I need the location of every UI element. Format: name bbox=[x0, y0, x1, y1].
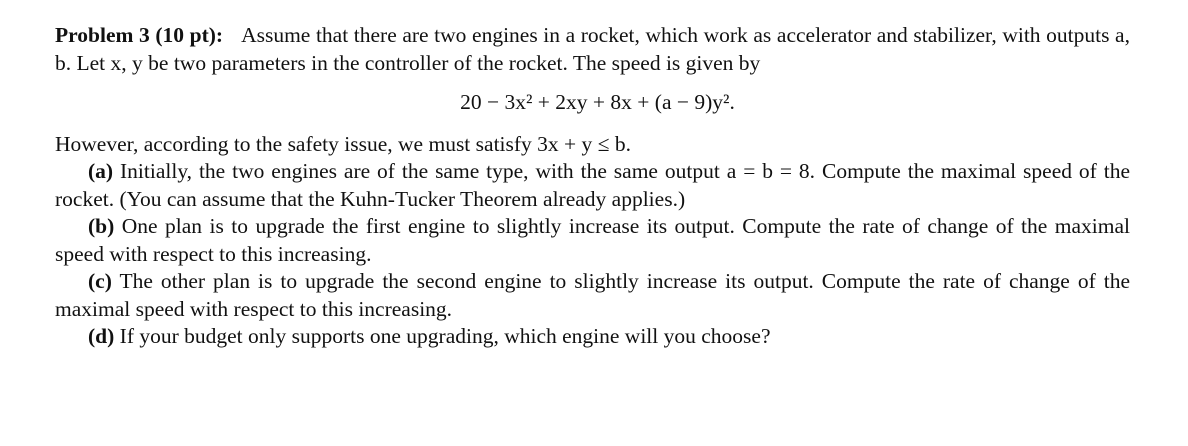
speed-formula: 20 − 3x² + 2xy + 8x + (a − 9)y². bbox=[460, 90, 735, 114]
part-c-label: (c) bbox=[88, 269, 112, 293]
constraint-line: However, according to the safety issue, we must satisfy 3x + y ≤ b. bbox=[55, 131, 631, 156]
part-b bbox=[55, 213, 1130, 268]
part-b-label: (b) bbox=[88, 214, 115, 238]
part-d bbox=[55, 323, 1130, 351]
part-a bbox=[55, 158, 1130, 213]
part-a-label: (a) bbox=[88, 159, 114, 183]
part-c bbox=[55, 268, 1130, 323]
part-d-label: (d) bbox=[88, 324, 115, 348]
problem-heading: Problem 3 (10 pt): bbox=[55, 23, 224, 47]
problem-document bbox=[55, 22, 1130, 351]
part-b-text: One plan is to upgrade the first engine to slightly increase its output. Compute the rate of change of the maximal speed with respect to this increasing. bbox=[55, 214, 1131, 266]
problem-intro-text: Assume that there are two engines in a rocket, which work as accelerator and stabilizer, with outputs a, b. Let x, y be two parameters in the controller of the rocket. The speed is given by bbox=[55, 23, 1130, 75]
part-a-text: Initially, the two engines are of the same type, with the same output a = b = 8. Compute the maximal speed of the rocket. (You can assume that the Kuhn-Tucker Theorem already applies.) bbox=[55, 159, 1130, 211]
problem-intro bbox=[55, 22, 1130, 77]
part-c-text: The other plan is to upgrade the second engine to slightly increase its output. Compute the rate of change of the maximal speed with respect to this increasing. bbox=[55, 269, 1130, 321]
part-d-text: If your budget only supports one upgrading, which engine will you choose? bbox=[119, 324, 771, 348]
